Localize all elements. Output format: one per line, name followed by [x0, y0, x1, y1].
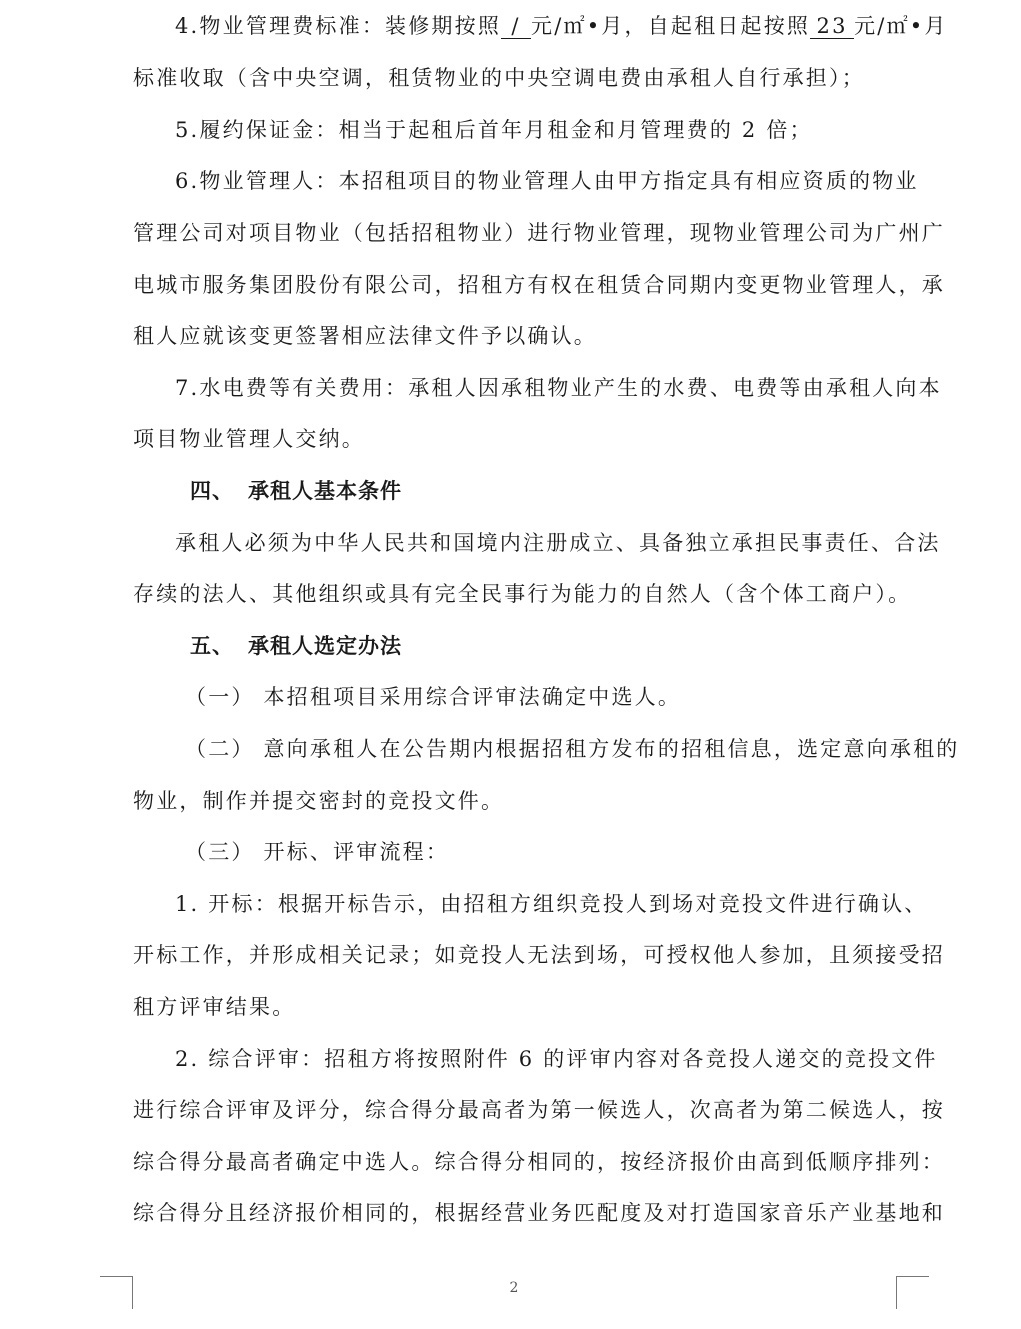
paragraph-item7-line2: 项目物业管理人交纳。	[133, 427, 365, 451]
section5-p2-line1: （二） 意向承租人在公告期内根据招租方发布的招租信息，选定意向承租的	[185, 737, 960, 761]
paragraph-item4-line2: 标准收取（含中央空调，租赁物业的中央空调电费由承租人自行承担）；	[133, 66, 865, 90]
section-4-number: 四、	[190, 479, 234, 503]
paragraph-item5: 5.履约保证金：相当于起租后首年月租金和月管理费的 2 倍；	[175, 118, 813, 142]
paragraph-item6-line4: 租人应就该变更签署相应法律文件予以确认。	[133, 324, 597, 348]
section5-p1: （一） 本招租项目采用综合评审法确定中选人。	[185, 685, 682, 709]
step2-line3: 综合得分最高者确定中选人。综合得分相同的，按经济报价由高到低顺序排列：	[133, 1150, 945, 1174]
step2-line2: 进行综合评审及评分，综合得分最高者为第一候选人，次高者为第二候选人，按	[133, 1098, 945, 1122]
section4-body-line1: 承租人必须为中华人民共和国境内注册成立、具备独立承担民事责任、合法	[175, 531, 941, 555]
section-5-title: 承租人选定办法	[248, 634, 402, 658]
step2-line4: 综合得分且经济报价相同的，根据经营业务匹配度及对打造国家音乐产业基地和	[133, 1201, 945, 1225]
section4-body-line2: 存续的法人、其他组织或具有完全民事行为能力的自然人（含个体工商户）。	[133, 582, 912, 606]
step1-line2: 开标工作，并形成相关记录；如竞投人无法到场，可授权他人参加，且须接受招	[133, 943, 945, 967]
section5-p3: （三） 开标、评审流程：	[185, 840, 450, 864]
section-4-title: 承租人基本条件	[248, 479, 402, 503]
item4-mid: 元/㎡•月，自起租日起按照	[531, 14, 811, 38]
section5-p2-line2: 物业，制作并提交密封的竞投文件。	[133, 789, 505, 813]
paragraph-item7-line1: 7.水电费等有关费用：承租人因承租物业产生的水费、电费等由承租人向本	[175, 376, 942, 400]
step2-line1: 2. 综合评审：招租方将按照附件 6 的评审内容对各竞投人递交的竞投文件	[175, 1047, 938, 1071]
footer-right-corner-mark	[896, 1276, 929, 1309]
section-heading-5	[190, 631, 790, 661]
item4-prefix: 4.物业管理费标准：装修期按照	[175, 14, 502, 38]
step1-line3: 租方评审结果。	[133, 995, 296, 1019]
paragraph-item6-line3: 电城市服务集团股份有限公司，招租方有权在租赁合同期内变更物业管理人，承	[133, 273, 945, 297]
rent-fee-blank: 23	[810, 14, 854, 39]
item4-suffix: 元/㎡•月	[854, 14, 948, 38]
section-heading-4	[190, 476, 790, 506]
paragraph-item4-line1	[175, 11, 948, 41]
footer-left-corner-mark	[100, 1276, 133, 1309]
page-number: 2	[509, 1280, 519, 1296]
step1-line1: 1. 开标：根据开标告示，由招租方组织竞投人到场对竞投文件进行确认、	[175, 892, 928, 916]
section-5-number: 五、	[190, 634, 234, 658]
paragraph-item6-line1: 6.物业管理人：本招租项目的物业管理人由甲方指定具有相应资质的物业	[175, 169, 919, 193]
decor-fee-blank: /	[501, 14, 531, 39]
paragraph-item6-line2: 管理公司对项目物业（包括招租物业）进行物业管理，现物业管理公司为广州广	[133, 221, 945, 245]
